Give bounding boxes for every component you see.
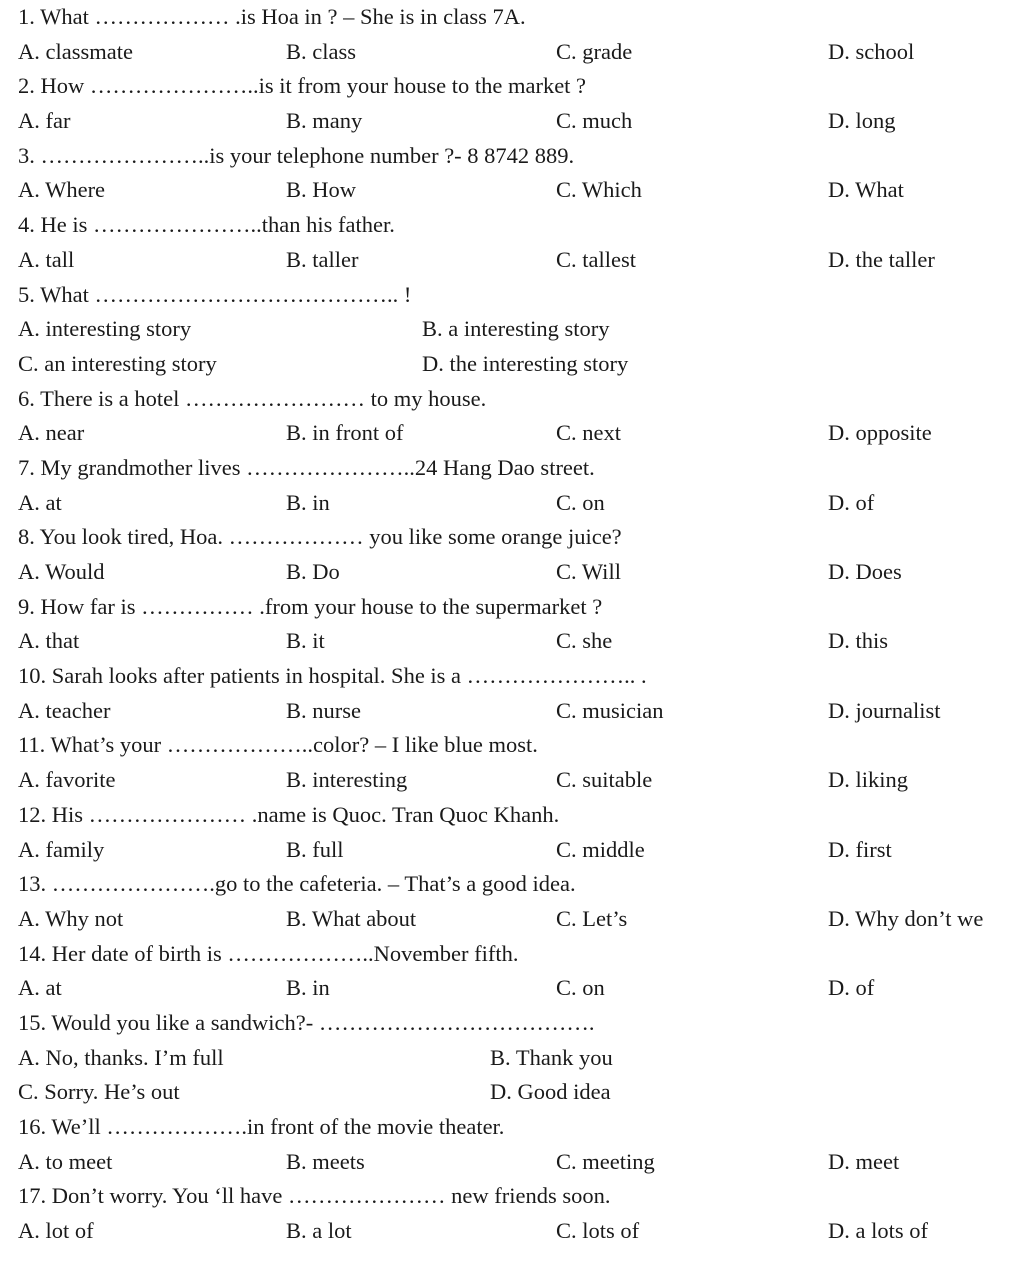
question-stem: 15. Would you like a sandwich?- ………………………………. xyxy=(18,1009,595,1035)
question-stem: 17. Don’t worry. You ‘ll have ………………… new friends soon. xyxy=(18,1183,611,1209)
option-c: C. on xyxy=(556,975,605,1001)
options-row xyxy=(18,624,1018,659)
option-d: D. Why don’t we xyxy=(828,905,984,931)
question-stem: 14. Her date of birth is ………………..November fifth. xyxy=(18,940,519,966)
question-17 xyxy=(18,1179,1018,1214)
option-b: B. in front of xyxy=(286,420,404,446)
option-d: D. this xyxy=(828,628,889,654)
options-row xyxy=(18,902,1018,937)
question-9 xyxy=(18,590,1018,625)
question-13 xyxy=(18,867,1018,902)
option-c: C. an interesting story xyxy=(18,350,217,376)
option-d: D. the interesting story xyxy=(422,350,629,376)
options-row xyxy=(18,694,1018,729)
option-c: C. she xyxy=(556,628,613,654)
option-a: A. at xyxy=(18,489,62,515)
question-10 xyxy=(18,659,1018,694)
option-a: A. near xyxy=(18,420,85,446)
option-b: B. full xyxy=(286,836,344,862)
question-stem: 8. You look tired, Hoa. ……………… you like some orange juice? xyxy=(18,524,622,550)
option-b: B. a lot xyxy=(286,1218,352,1244)
question-1 xyxy=(18,0,1018,35)
options-row xyxy=(18,555,1018,590)
options-row xyxy=(18,763,1018,798)
option-d: D. journalist xyxy=(828,697,941,723)
question-11 xyxy=(18,728,1018,763)
options-row xyxy=(18,971,1018,1006)
options-row xyxy=(18,833,1018,868)
options-row xyxy=(18,1214,1018,1249)
option-a: A. tall xyxy=(18,246,75,272)
option-a: A. family xyxy=(18,836,105,862)
option-b: B. Do xyxy=(286,559,340,584)
options-row xyxy=(18,347,1018,382)
option-b: B. class xyxy=(286,38,356,64)
question-2 xyxy=(18,69,1018,104)
option-d: D. Does xyxy=(828,559,902,584)
option-a: A. at xyxy=(18,975,62,1001)
option-c: C. tallest xyxy=(556,246,636,272)
options-row xyxy=(18,243,1018,278)
question-stem: 3. …………………..is your telephone number ?- 8 8742 889. xyxy=(18,142,575,168)
option-c: C. on xyxy=(556,489,605,515)
option-c: C. meeting xyxy=(556,1148,655,1174)
option-d: D. first xyxy=(828,836,892,862)
option-c: C. Will xyxy=(556,559,621,584)
option-b: B. a interesting story xyxy=(422,316,610,342)
option-d: D. Good idea xyxy=(490,1079,611,1105)
question-3 xyxy=(18,139,1018,174)
option-b: B. it xyxy=(286,628,325,654)
option-d: D. of xyxy=(828,489,875,515)
option-c: C. grade xyxy=(556,38,633,64)
option-d: D. long xyxy=(828,108,896,134)
question-stem: 1. What ……………… .is Hoa in ? – She is in class 7A. xyxy=(18,4,526,29)
option-c: C. lots of xyxy=(556,1218,640,1244)
option-d: D. opposite xyxy=(828,420,932,446)
question-stem: 11. What’s your ………………..color? – I like blue most. xyxy=(18,732,538,758)
option-b: B. What about xyxy=(286,905,417,931)
option-b: B. many xyxy=(286,108,363,134)
question-stem: 6. There is a hotel …………………… to my house. xyxy=(18,385,487,411)
question-4 xyxy=(18,208,1018,243)
question-stem: 12. His ………………… .name is Quoc. Tran Quoc Khanh. xyxy=(18,801,560,827)
option-b: B. meets xyxy=(286,1148,365,1174)
option-b: B. nurse xyxy=(286,697,361,723)
options-row xyxy=(18,312,1018,347)
option-c: C. next xyxy=(556,420,621,446)
option-d: D. the taller xyxy=(828,246,935,272)
question-16 xyxy=(18,1110,1018,1145)
question-5 xyxy=(18,278,1018,313)
option-d: D. What xyxy=(828,177,904,203)
option-c: C. suitable xyxy=(556,767,653,793)
question-stem: 5. What ………………………………….. ! xyxy=(18,281,412,307)
question-stem: 4. He is …………………..than his father. xyxy=(18,212,395,238)
option-c: C. much xyxy=(556,108,633,134)
question-14 xyxy=(18,937,1018,972)
option-a: A. Would xyxy=(18,559,105,584)
question-15 xyxy=(18,1006,1018,1041)
option-c: C. musician xyxy=(556,697,664,723)
option-d: D. of xyxy=(828,975,875,1001)
option-a: A. far xyxy=(18,108,71,134)
options-row xyxy=(18,486,1018,521)
option-a: A. that xyxy=(18,628,80,654)
option-b: B. interesting xyxy=(286,767,408,793)
question-stem: 2. How …………………..is it from your house to the market ? xyxy=(18,73,587,99)
question-7 xyxy=(18,451,1018,486)
question-stem: 10. Sarah looks after patients in hospital. She is a ………………….. . xyxy=(18,663,647,689)
option-c: C. Sorry. He’s out xyxy=(18,1079,180,1105)
options-row xyxy=(18,35,1018,70)
options-row xyxy=(18,1041,1018,1076)
option-b: B. taller xyxy=(286,246,359,272)
question-stem: 9. How far is …………… .from your house to the supermarket ? xyxy=(18,593,603,619)
option-a: A. No, thanks. I’m full xyxy=(18,1044,224,1070)
option-a: A. favorite xyxy=(18,767,116,793)
option-c: C. Which xyxy=(556,177,642,203)
option-a: A. to meet xyxy=(18,1148,113,1174)
options-row xyxy=(18,1075,1018,1110)
option-a: A. interesting story xyxy=(18,316,192,342)
question-12 xyxy=(18,798,1018,833)
option-a: A. lot of xyxy=(18,1218,94,1244)
option-d: D. meet xyxy=(828,1148,900,1174)
options-row xyxy=(18,104,1018,139)
question-8 xyxy=(18,520,1018,555)
question-stem: 7. My grandmother lives …………………..24 Hang Dao street. xyxy=(18,454,595,480)
worksheet xyxy=(18,0,1018,1249)
question-stem: 16. We’ll ……………….in front of the movie theater. xyxy=(18,1114,505,1139)
option-a: A. Why not xyxy=(18,905,124,931)
option-a: A. Where xyxy=(18,177,106,203)
option-b: B. in xyxy=(286,489,330,515)
question-stem: 13. ………………….go to the cafeteria. – That’s a good idea. xyxy=(18,871,576,897)
options-row xyxy=(18,173,1018,208)
option-b: B. Thank you xyxy=(490,1044,613,1070)
option-d: D. a lots of xyxy=(828,1218,928,1244)
option-a: A. teacher xyxy=(18,697,111,723)
option-d: D. school xyxy=(828,38,915,64)
options-row xyxy=(18,416,1018,451)
option-d: D. liking xyxy=(828,767,909,793)
question-6 xyxy=(18,382,1018,417)
option-c: C. middle xyxy=(556,836,645,862)
option-b: B. in xyxy=(286,975,330,1001)
option-c: C. Let’s xyxy=(556,905,628,931)
option-a: A. classmate xyxy=(18,38,133,64)
options-row xyxy=(18,1145,1018,1180)
option-b: B. How xyxy=(286,177,357,203)
